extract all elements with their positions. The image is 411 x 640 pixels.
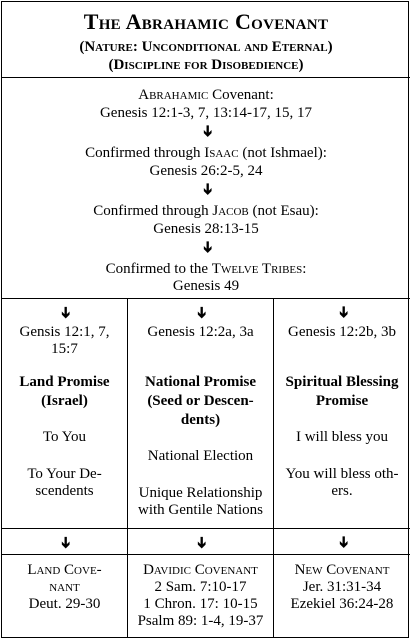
down-arrow-icon: ➔ [199,240,215,254]
davidic-covenant-reference: 2 Sam. 7:10-17 [154,579,247,595]
national-promise-heading [128,373,273,430]
davidic-covenant [128,562,273,630]
davidic-covenant-name: Davidic Covenant [143,562,258,578]
land-descendents-line: To Your De- [27,466,102,482]
nature-subtitle: (Nature: Unconditional and Eternal) [79,39,333,55]
twelve-tribes-references: Genesis 49 [172,278,240,294]
national-promise-line: dents) [180,412,221,428]
down-arrow-icon: ➔ [57,306,73,319]
land-covenant-name: Land Cove- [27,562,102,578]
tribes-prefix: Confirmed to the [105,261,212,277]
davidic-covenant-reference: 1 Chron. 17: 10-15 [143,596,258,612]
national-reference: Genesis 12:2a, 3a [147,324,254,340]
down-arrow-icon: ➔ [57,536,73,549]
land-promise-line: (Israel) [41,393,88,409]
jacob-references: Genesis 28:13-15 [153,221,259,237]
land-to-you: To You [42,429,87,445]
new-covenant-reference: Jer. 31:31-34 [302,579,382,595]
bless-others-line: You will bless oth- [285,466,399,482]
new-covenant-reference: Ezekiel 36:24-28 [290,596,394,612]
national-election: National Election [147,448,254,464]
down-arrow-icon: ➔ [193,306,209,319]
spiritual-reference: Genesis 12:2b, 3b [288,324,396,340]
page-title: The Abrahamic Covenant [83,9,329,34]
discipline-subtitle: (Discipline for Disobedience) [108,57,304,73]
land-covenant [2,562,127,613]
land-covenant-reference: Deut. 29-30 [28,596,101,612]
down-arrow-icon: ➔ [193,536,209,549]
i-will-bless-you: I will bless you [295,429,389,445]
isaac-suffix: (not Ishmael): [238,145,327,161]
land-descendents-line: scendents [35,483,94,499]
davidic-covenant-reference: Psalm 89: 1-4, 19-37 [137,613,264,629]
unique-relationship-line: Unique Relationship [138,485,263,501]
abrahamic-name: Abrahamic [138,87,209,103]
land-reference-line: 15:7 [51,341,78,357]
abrahamic-references: Genesis 12:1-3, 7, 13:14-17, 15, 17 [99,105,313,121]
isaac-references: Genesis 26:2-5, 24 [149,163,263,179]
down-arrow-icon: ➔ [335,305,351,319]
national-promise-line: National Promise [145,374,256,390]
new-covenant-name: New Covenant [294,562,390,578]
land-promise-heading [2,373,127,411]
new-covenant [274,562,410,613]
national-promise-line: (Seed or Descen- [147,393,254,409]
jacob-prefix: Confirmed through [93,203,213,219]
isaac-prefix: Confirmed through [85,145,205,161]
land-reference [2,324,127,358]
isaac-name: Isaac [204,145,239,161]
down-arrow-icon: ➔ [199,182,215,196]
land-reference-line: Gensis 12:1, 7, [19,324,110,340]
spiritual-promise-line: Promise [315,393,369,409]
tribes-name: Twelve Tribes [211,261,303,277]
down-arrow-icon: ➔ [335,535,351,549]
chart-frame [1,1,409,638]
down-arrow-icon: ➔ [199,124,215,138]
land-covenant-name: nant [49,579,80,595]
jacob-name: Jacob [212,203,249,219]
spiritual-promise-line: Spiritual Blessing [285,374,399,390]
land-promise-line: Land Promise [19,374,110,390]
spiritual-promise-heading [274,373,410,411]
abrahamic-rest: Covenant: [208,87,274,103]
bless-others-line: ers. [331,483,353,499]
jacob-suffix: (not Esau): [248,203,319,219]
unique-relationship-line: with Gentile Nations [138,502,263,518]
tribes-suffix: : [302,261,307,277]
